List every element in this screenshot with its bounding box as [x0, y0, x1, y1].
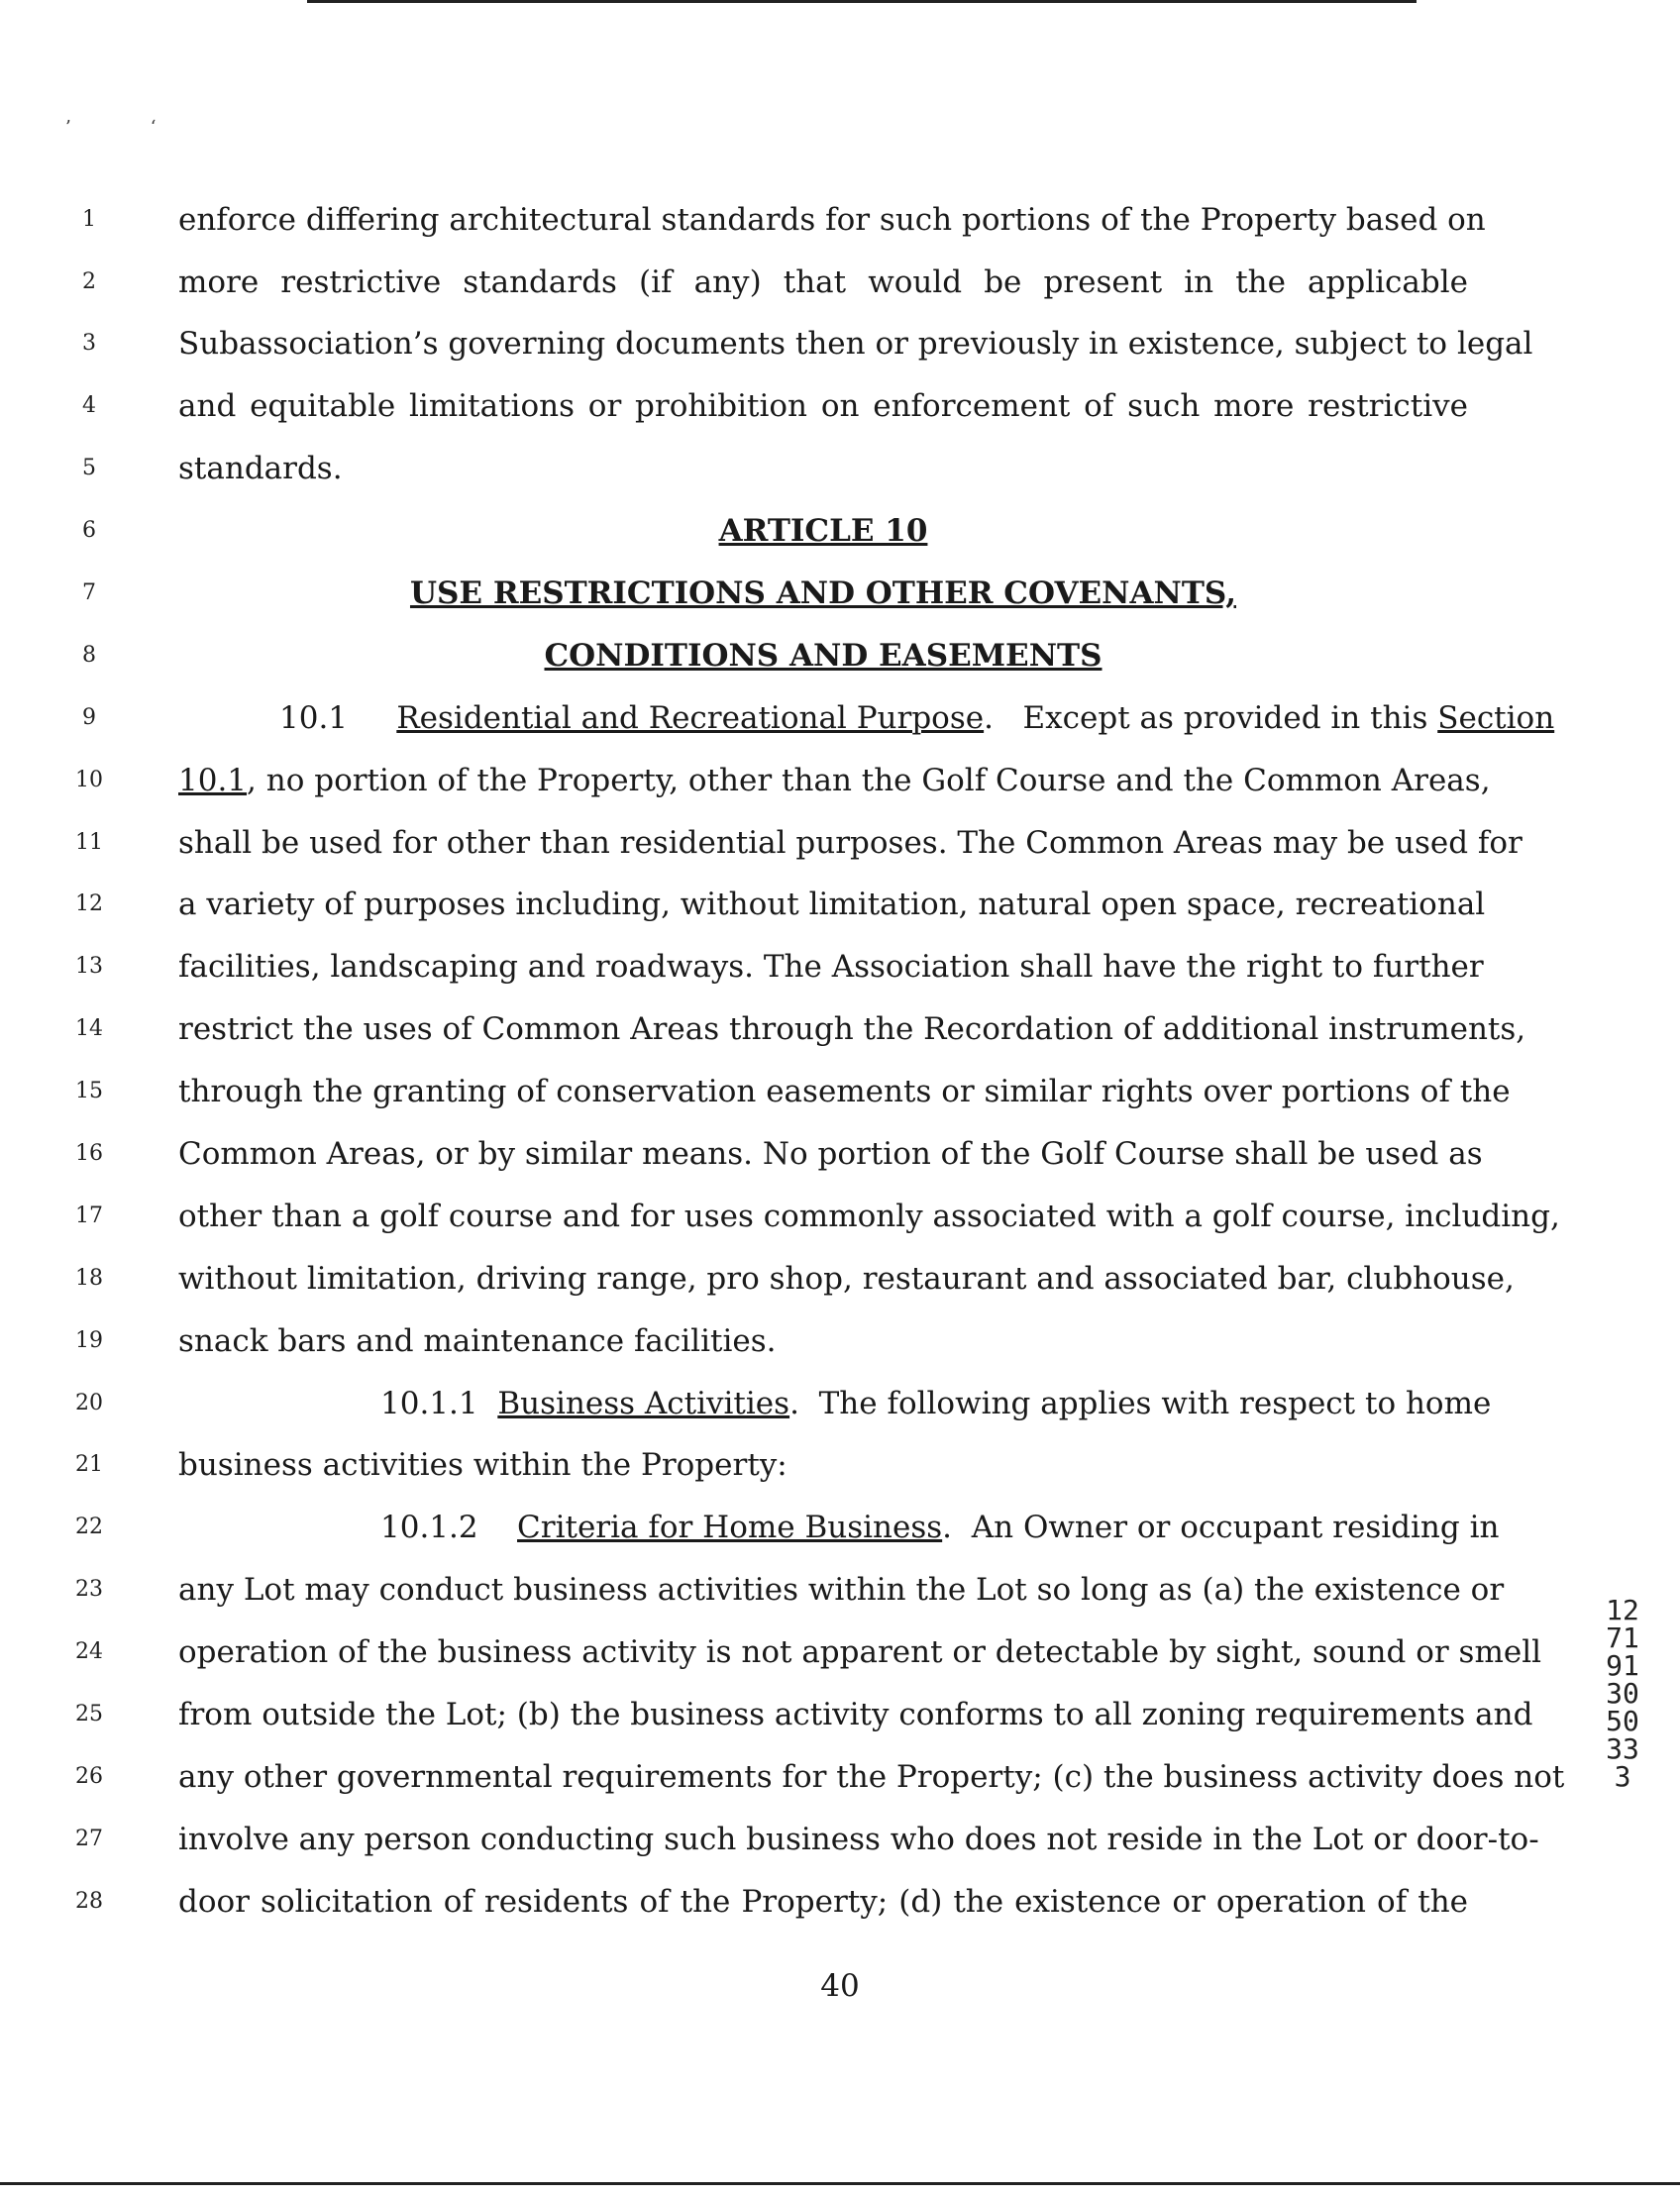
top-border	[307, 0, 1417, 3]
section-10-1-line: 10.1 Residential and Recreational Purpose. Except as provided in this Section	[279, 700, 1555, 736]
line-text: , no portion of the Property, other than the Golf Course and the Common Areas,	[247, 763, 1491, 798]
line-number: 22	[75, 1515, 103, 1539]
text-line: operation of the business activity is not apparent or detectable by sight, sound or smell	[178, 1634, 1542, 1670]
line-number: 27	[75, 1827, 103, 1851]
text-line: other than a golf course and for uses commonly associated with a golf course, including,	[178, 1199, 1560, 1234]
text-line: snack bars and maintenance facilities.	[178, 1323, 777, 1359]
text-line: and equitable limitations or prohibition on enforcement of such more restrictive	[178, 388, 1468, 424]
line-number: 16	[75, 1141, 103, 1166]
text-line: more restrictive standards (if any) that would be present in the applicable	[178, 264, 1468, 300]
line-number: 20	[75, 1391, 103, 1415]
text-line: door solicitation of residents of the Property; (d) the existence or operation of the	[178, 1884, 1468, 1920]
line-number: 9	[82, 705, 96, 730]
line-number: 19	[75, 1328, 103, 1353]
section-number: 10.1.2	[380, 1510, 478, 1545]
text-line: shall be used for other than residential purposes. The Common Areas may be used for	[178, 825, 1522, 861]
text-line: without limitation, driving range, pro shop, restaurant and associated bar, clubhouse,	[178, 1261, 1515, 1297]
text-line	[178, 761, 1491, 800]
section-heading: Residential and Recreational Purpose	[396, 700, 985, 736]
line-number: 8	[82, 643, 96, 668]
text-line: any other governmental requirements for the Property; (c) the business activity does not	[178, 1759, 1565, 1795]
line-number: 1	[82, 207, 96, 232]
line-number: 14	[75, 1016, 103, 1041]
bottom-border	[0, 2182, 1680, 2185]
text-line: Common Areas, or by similar means. No portion of the Golf Course shall be used as	[178, 1136, 1483, 1172]
line-number: 4	[82, 393, 96, 418]
recording-stamp: 1271913050333	[1606, 1594, 1639, 1793]
line-number: 25	[75, 1702, 103, 1726]
section-reference: Section	[1437, 700, 1555, 736]
text-line: any Lot may conduct business activities within the Lot so long as (a) the existence or	[178, 1572, 1505, 1608]
section-reference: 10.1	[178, 763, 248, 798]
page-number: 40	[820, 1968, 860, 2004]
article-number: ARTICLE 10	[718, 513, 928, 549]
section-heading: Criteria for Home Business	[517, 1510, 943, 1545]
text-line: facilities, landscaping and roadways. The Association shall have the right to further	[178, 949, 1484, 985]
line-number: 18	[75, 1266, 103, 1291]
text-line: a variety of purposes including, without limitation, natural open space, recreational	[178, 887, 1486, 922]
text-line: involve any person conducting such business who does not reside in the Lot or door-to-	[178, 1822, 1539, 1857]
section-number: 10.1	[279, 700, 349, 736]
line-number: 26	[75, 1764, 103, 1789]
section-10-1-1-line: 10.1.1 Business Activities. The following applies with respect to home	[380, 1386, 1492, 1421]
line-number: 11	[75, 830, 103, 855]
text-line: restrict the uses of Common Areas through the Recordation of additional instruments,	[178, 1011, 1526, 1047]
section-text: Except as provided in this	[1022, 700, 1428, 736]
line-number: 21	[75, 1452, 103, 1477]
section-10-1-2-line: 10.1.2 Criteria for Home Business. An Owner or occupant residing in	[380, 1510, 1500, 1545]
text-line: business activities within the Property:	[178, 1447, 788, 1483]
section-text: An Owner or occupant residing in	[971, 1510, 1500, 1545]
line-number: 15	[75, 1079, 103, 1103]
line-number: 2	[82, 269, 96, 294]
article-title-line-2: CONDITIONS AND EASEMENTS	[544, 638, 1102, 674]
text-line: Subassociation’s governing documents then or previously in existence, subject to legal	[178, 326, 1533, 362]
text-line: standards.	[178, 451, 343, 486]
line-number: 13	[75, 954, 103, 979]
line-number: 23	[75, 1577, 103, 1602]
line-number: 3	[82, 331, 96, 356]
line-number: 24	[75, 1639, 103, 1664]
section-number: 10.1.1	[380, 1386, 478, 1421]
line-number: 17	[75, 1203, 103, 1228]
scan-marks: ’‘	[65, 117, 236, 138]
section-text: The following applies with respect to home	[818, 1386, 1492, 1421]
section-heading: Business Activities	[497, 1386, 790, 1421]
line-number: 28	[75, 1889, 103, 1914]
line-number: 5	[82, 456, 96, 480]
line-number: 7	[82, 580, 96, 605]
line-number: 6	[82, 518, 96, 543]
line-number: 12	[75, 891, 103, 916]
article-title-line-1: USE RESTRICTIONS AND OTHER COVENANTS,	[409, 575, 1236, 611]
line-number: 10	[75, 768, 103, 792]
text-line: from outside the Lot; (b) the business activity conforms to all zoning requirements and	[178, 1697, 1533, 1732]
text-line: enforce differing architectural standards for such portions of the Property based on	[178, 202, 1486, 238]
text-line: through the granting of conservation easements or similar rights over portions of the	[178, 1074, 1511, 1109]
